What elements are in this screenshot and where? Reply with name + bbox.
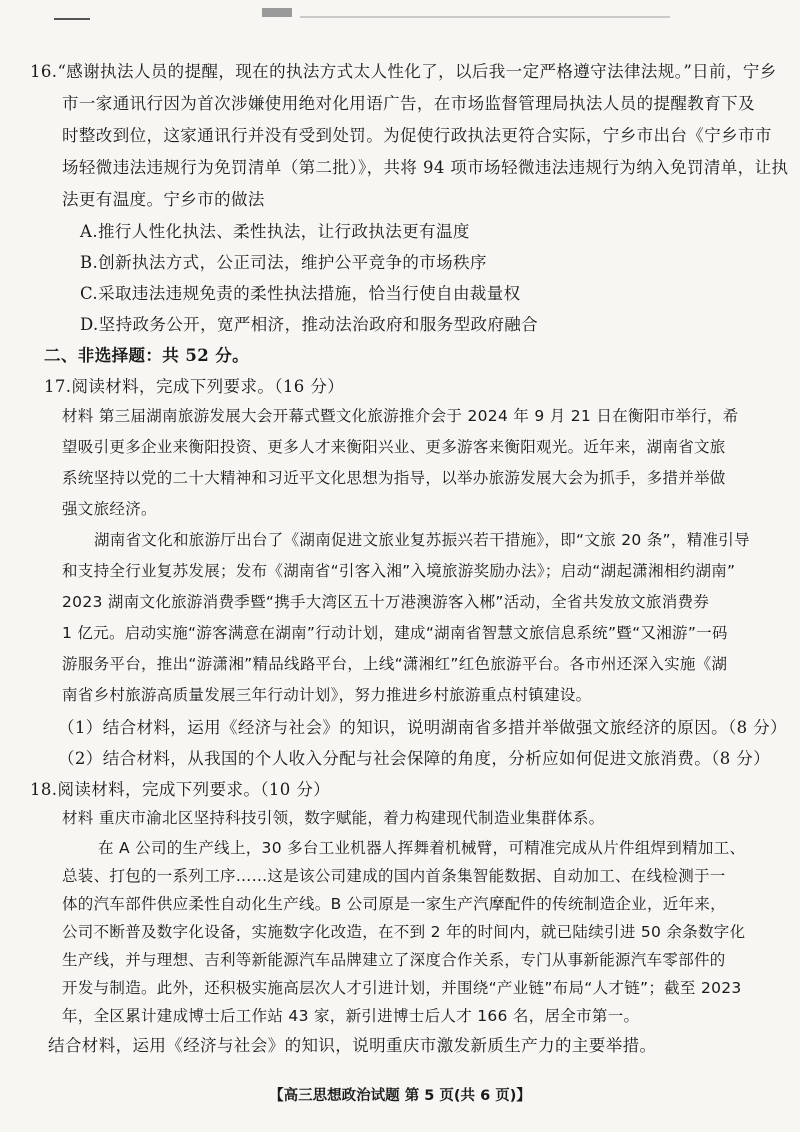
q18-material: 生产线，并与理想、吉利等新能源汽车品牌建立了深度合作关系，专门从事新能源汽车零部件的 bbox=[62, 951, 726, 969]
q16-line: 场轻微违法违规行为免罚清单（第二批）》，共将 94 项市场轻微违法违规行为纳入免罚清单，让执 bbox=[62, 158, 789, 177]
q16-line: 16.“感谢执法人员的提醒，现在的执法方式太人性化了，以后我一定严格遵守法律法规。”日前，宁乡 bbox=[30, 62, 777, 81]
q18-question: 结合材料，运用《经济与社会》的知识，说明重庆市激发新质生产力的主要举措。 bbox=[48, 1036, 657, 1055]
q17-material: 湖南省文化和旅游厅出台了《湖南促进文旅业复苏振兴若干措施》，即“文旅 20 条”，精准引导 bbox=[94, 531, 750, 549]
q16-line: 市一家通讯行因为首次涉嫌使用绝对化用语广告，在市场监督管理局执法人员的提醒教育下及 bbox=[62, 94, 755, 113]
q16-option-a: A.推行人性化执法、柔性执法，让行政执法更有温度 bbox=[80, 222, 470, 241]
q17-material: 游服务平台，推出“游潇湘”精品线路平台，上线“潇湘红”红色旅游平台。各市州还深入实施《湖 bbox=[62, 655, 728, 673]
q17-subquestion-1: （1）结合材料，运用《经济与社会》的知识，说明湖南省多措并举做强文旅经济的原因。（8 分） bbox=[58, 718, 787, 737]
q18-material: 总装、打包的一系列工序……这是该公司建成的国内首条集智能数据、自动加工、在线检测于一 bbox=[62, 867, 726, 885]
page-footer: 【高三思想政治试题 第 5 页(共 6 页)】 bbox=[269, 1088, 531, 1104]
q17-material: 强文旅经济。 bbox=[62, 500, 157, 518]
q18-material: 年，全区累计建成博士后工作站 43 家，新引进博士后人才 166 名，居全市第一。 bbox=[62, 1007, 640, 1025]
section-heading: 二、非选择题：共 52 分。 bbox=[44, 346, 250, 365]
q18-material: 在 A 公司的生产线上，30 多台工业机器人挥舞着机械臂，可精准完成从片件组焊到精加工、 bbox=[98, 839, 746, 857]
q16-option-c: C.采取违法违规免责的柔性执法措施，恰当行使自由裁量权 bbox=[80, 284, 521, 303]
q16-option-d: D.坚持政务公开，宽严相济，推动法治政府和服务型政府融合 bbox=[80, 315, 539, 334]
q18-material: 公司不断普及数字化设备，实施数字化改造，在不到 2 年的时间内，就已陆续引进 50 余条数字化 bbox=[62, 923, 746, 941]
q18-material: 材料 重庆市渝北区坚持科技引领，数字赋能，着力构建现代制造业集群体系。 bbox=[62, 809, 605, 827]
q17-material: 和支持全行业复苏发展；发布《湖南省“引客入湘”入境旅游奖励办法》；启动“湖起潇湘相约湖南” bbox=[62, 562, 736, 580]
q17-material: 望吸引更多企业来衡阳投资、更多人才来衡阳兴业、更多游客来衡阳观光。近年来，湖南省文旅 bbox=[62, 438, 726, 456]
q16-option-b: B.创新执法方式，公正司法，维护公平竞争的市场秩序 bbox=[80, 253, 487, 272]
q18-material: 开发与制造。此外，还积极实施高层次人才引进计划，并围绕“产业链”布局“人才链”；截至 2023 bbox=[62, 979, 742, 997]
q18-material: 体的汽车部件供应柔性自动化生产线。B 公司原是一家生产汽摩配件的传统制造企业，近年来， bbox=[62, 895, 726, 913]
q17-material: 1 亿元。启动实施“游客满意在湖南”行动计划，建成“湖南省智慧文旅信息系统”暨“又湘游”一码 bbox=[62, 624, 728, 642]
scan-mark bbox=[54, 18, 90, 20]
q17-material: 材料 第三届湖南旅游发展大会开幕式暨文化旅游推介会于 2024 年 9 月 21 日在衡阳市举行，希 bbox=[62, 407, 739, 425]
q16-line: 法更有温度。宁乡市的做法 bbox=[62, 190, 265, 209]
scan-mark bbox=[300, 16, 670, 18]
q17-material: 系统坚持以党的二十大精神和习近平文化思想为指导，以举办旅游发展大会为抓手，多措并举做 bbox=[62, 469, 726, 487]
q17-heading: 17.阅读材料，完成下列要求。（16 分） bbox=[44, 377, 345, 396]
q16-line: 时整改到位，这家通讯行并没有受到处罚。为促使行政执法更符合实际，宁乡市出台《宁乡市市 bbox=[62, 126, 772, 145]
q17-material: 南省乡村旅游高质量发展三年行动计划》，努力推进乡村旅游重点村镇建设。 bbox=[62, 686, 592, 704]
q17-subquestion-2: （2）结合材料，从我国的个人收入分配与社会保障的角度，分析应如何促进文旅消费。（8 分） bbox=[58, 749, 771, 768]
q18-heading: 18.阅读材料，完成下列要求。（10 分） bbox=[30, 780, 331, 799]
q17-material: 2023 湖南文化旅游消费季暨“携手大湾区五十万港澳游客入郴”活动，全省共发放文旅消费券 bbox=[62, 593, 710, 611]
scan-mark bbox=[262, 8, 292, 17]
